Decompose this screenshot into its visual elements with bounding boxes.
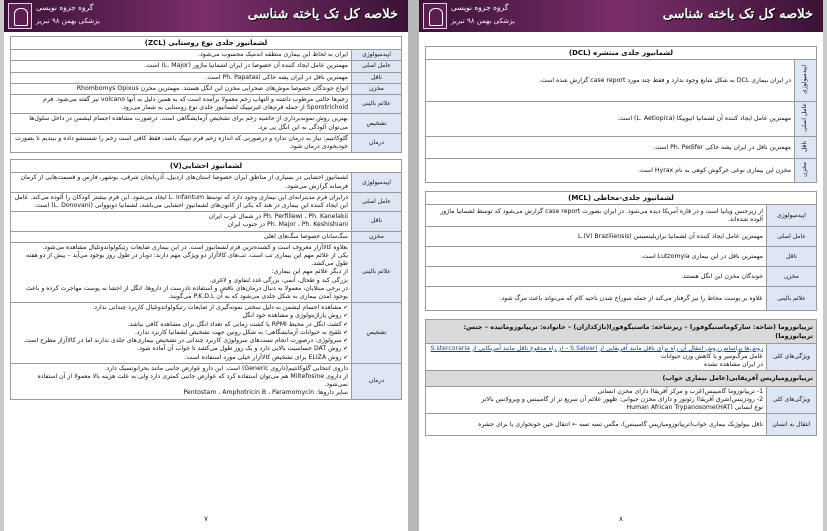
row-label: علائم بالینی (767, 287, 817, 311)
check-item: ✔ روش DAT حساسیت بالایی دارد و یک روز طول می‌کشد تا جواب آن آماده شود. (14, 345, 348, 353)
table-row (11, 72, 402, 83)
row-label: اپیدمیولوژی (352, 173, 402, 192)
vl-title: لشمانیوز احشایی(V) (11, 160, 402, 173)
table-row (426, 159, 817, 183)
table-row (426, 287, 817, 311)
text-line: Ph. Major ، Ph. Keshishiani در جنوب ایران (227, 221, 348, 229)
check-item: ✔ کشت انگل در محیط RPMI یا کشت زمانی که تعداد انگل برای مشاهده کافی نباشد. (14, 321, 348, 329)
row-text: مهمترین عامل ایجاد کننده آن لشمانیا برازیلینسیس (L.(V) Braziliensis (426, 227, 767, 247)
row-text: مهمترین عامل ایجاد کننده آن لشمانیا اتیوپیکا (L. Aetiopica) است. (426, 102, 795, 137)
row-text: مخزن این بیماری نوعی خرگوش کوهی به نام Hyrax است. (426, 159, 795, 183)
group-name: گروه جزوه نویسی (36, 3, 94, 12)
row-text: سگ‌سانان خصوصا سگ‌های اهلی (11, 231, 352, 242)
text-line: در برخی مبتلایان، معمولا به دنبال درمان‌های ناقص و استفاده نادرست از داروها، انگل از احشا به پوست مهاجرت کرده و باعث بوجود آمدن بیماری به شکل جلدی می‌شود که به آن P.K.D.L می‌گویند. (26, 284, 348, 301)
row-label: ویژگی‌های کلی (767, 386, 817, 414)
table-row (426, 60, 817, 102)
row-text: جوندگان مخزن این انگل هستند. (426, 267, 767, 287)
row-label (795, 102, 817, 137)
check-item: ✔ روش پاراژیتولوژی و مشاهده خود انگل (14, 312, 348, 320)
table-row (11, 50, 402, 61)
check-item: ✔ مشاهده اجسام لیشمن به دلیل سختی نمونه‌گیری از ضایعات رتیکولواندوتلیال کاربرد چندانی ندارد. (14, 304, 348, 312)
row-label: اپیدمیولوژی (767, 205, 817, 227)
zcl-table (10, 36, 402, 153)
page-title: خلاصه کل تک یاخته شناسی (662, 7, 813, 22)
text-line: نوع انسانی (HAT)Human African Trypanosome (626, 404, 763, 412)
table-row (426, 267, 817, 287)
check-item: ✔ تلقیح به حیوانات آزمایشگاهی؛ به شکل روتین جهت تشخیص لشمانیا کاربرد ندارد. (14, 329, 348, 337)
row-label: عامل اصلی (352, 192, 402, 211)
row-label: ویژگی‌های کلی (767, 343, 817, 371)
check-item: ✔ سرولوژی: درصورت انجام تست‌های سرولوژی کاربرد چندانی در تشخیص بیماری‌های جلدی ندارند اما در کالاآزار مطرح است. (14, 337, 348, 345)
table-row (11, 95, 402, 114)
row-label-text: اپیدمیولوژی (801, 64, 809, 94)
text-line: Ph. Perfiliewi ، Ph. Kanelakii در شمال غرب ایران (208, 213, 348, 221)
row-text: درایران فرم مدیترانه‌ای این بیماری وجود دارد که توسط L. Infantum ایجاد می‌شود. این فرم بیشتر کودکان را آلوده می‌کند. عامل این ایجاد کننده این بیماری در هند که یکی از کانون‌های لشمانیوز احشایی می‌باشد، لشمانیا دونووانی (L. Donovani) است. (11, 192, 352, 211)
row-text (426, 386, 767, 414)
dcl-table (425, 46, 817, 183)
table-row (11, 363, 402, 399)
check-item: ✔ روش ELIZA برای تشخیص کالاآزار خیلی مورد استفاده است. (14, 354, 348, 362)
row-text: علاوه بر پوست مخاط را نیز گرفتار می‌کند از جمله سوراخ شدن ناحیه کام که می‌تواند باعث مرگ شود. (426, 287, 767, 311)
table-row (426, 205, 817, 227)
row-text (11, 212, 352, 231)
table-row (11, 83, 402, 94)
page-header (4, 0, 408, 32)
row-label: علائم بالینی (352, 95, 402, 114)
row-text: ایران به لحاظ این بیماری منطقه اندمیک محسوب می‌شود. (11, 50, 352, 61)
row-text: در ایران بیماری DCL به شکل شایع وجود ندارد و فقط چند مورد case report گزارش شده است. (426, 60, 795, 102)
table-row (426, 227, 817, 247)
zcl-title: لشمانیوز جلدی نوع روستایی (ZCL) (11, 37, 402, 50)
dcl-title: لشمانیوز جلدی منتشره (DCL) (426, 47, 817, 60)
row-text: زخم‌ها حالتی مرطوب داشته و التهاب زخم معمولا برآمده است که به همین دلیل به آنها volcano نیز گفته می‌شود. فرم Sporotrichoid از جمله فرم‌های غیرتیپیک لشمانیوز جلدی نوع روستایی به شمار می‌رود. (11, 95, 352, 114)
trypano-table (425, 319, 817, 436)
text-line: بعلاوه کالاآزار معروف است و کشنده‌ترین فرم لشمانیوز است. در این بیماری ضایعات رتیکولواندوتلیال مشاهده می‌شود. (42, 243, 348, 251)
row-label (795, 137, 817, 159)
mcl-table (425, 191, 817, 311)
table-row (426, 137, 817, 159)
row-text: لشمانیوز احشایی در بسیاری از مناطق ایران خصوصا استان‌های اردبیل، آذربایجان شرقی، بوشهر، فارس و قسمت‌هایی از کرمان فرسانه گزارش می‌شود. (11, 173, 352, 192)
table-row (11, 242, 402, 302)
row-label-text: مخزن (801, 161, 809, 177)
page-number: ۷ (204, 515, 208, 523)
row-text: ناقل بیولوژیک بیماری خواب(تریپانوزومیازیس گامبینس)، مگس تسه تسه ← انتقال حین خونخواری یا برای جشره (426, 414, 767, 436)
row-label: انتقال به انسان (767, 414, 817, 436)
row-label: عامل اصلی (767, 227, 817, 247)
table-row (11, 303, 402, 363)
row-label: علائم بالینی (352, 242, 402, 302)
table-row (11, 114, 402, 133)
row-text (11, 242, 352, 302)
group-name: گروه جزوه نویسی (451, 3, 509, 12)
row-text: مهمترین ناقل در ایران پشه خاکی Ph. Papatasi است. (11, 72, 352, 83)
page-header (419, 0, 823, 32)
row-label: درمان (352, 363, 402, 399)
row-label: ناقل (352, 72, 402, 83)
row-text: از زیرجنس ویانیا است و در قاره آمریکا دیده می‌شود. در ایران بصورت case report گزارش می‌شود که توسط لشمانیا ماژور آلوده شده‌اند. (426, 205, 767, 227)
table-row (11, 61, 402, 72)
text-line: 2- رودزینس(شرق آفریقا) رئوتور و دارای مخزن حیوانی: ظهور علائم آن سریع تر از گامبینس و ویرولانس بالاتر (481, 395, 763, 403)
row-text (426, 343, 767, 371)
table-row (11, 192, 402, 211)
row-label: تشخیص (352, 303, 402, 363)
text-line: روش‌ها براساس روش انتقال آن راه برای ناقل مانند آفریقایی از S.Salvari – از راه مدفوع ناقل مانند آمریکایی از S.stercoraria (430, 344, 763, 352)
page-gutter (408, 0, 419, 531)
row-text: مهمترین ناقل در این بیماری Lutzomyia است. (426, 247, 767, 267)
page-title: خلاصه کل تک یاخته شناسی (247, 7, 398, 22)
text-line: یکی از علائم مهم این بیماری تب است. تب‌های کالاآزار دو ویژگی مهم دارند: دوبار در طول روز بوجود می‌آید – بیش از دو هفته طول می‌کشد. (26, 252, 348, 268)
group-subtitle: پزشکی بهمن ۹۸ تبریز (36, 17, 100, 25)
row-label: تشخیص (352, 114, 402, 133)
row-label-text: ناقل (801, 140, 809, 152)
row-label: ناقل (352, 212, 402, 231)
table-row (426, 247, 817, 267)
table-row (11, 133, 402, 152)
group-subtitle: پزشکی بهمن ۹۸ تبریز (451, 17, 515, 25)
page-8 (419, 0, 823, 531)
table-row (11, 212, 402, 231)
page-content (425, 46, 817, 442)
row-text: انواع جوندگان خصوصا موش‌های صحرایی مخزن این انگل هستند. مهمترین مخزن Rhombomys Opixus (11, 83, 352, 94)
page-content (10, 36, 402, 406)
table-row (426, 386, 817, 414)
row-label (795, 60, 817, 102)
table-row (11, 173, 402, 192)
row-label: درمان (352, 133, 402, 152)
row-text: بهترین روش نمونه‌برداری از حاشیه زخم برای تشخیص آزمایشگاهی است. درصورت مشاهده اجسام لیشمن در داخل سلول‌ها می‌توان آلودگی به این انگل پی برد. (11, 114, 352, 133)
table-row (426, 414, 817, 436)
row-label-text: عامل اصلی (801, 103, 809, 133)
text-line: در ایران مشاهده نشده (704, 361, 763, 369)
text-line: سایر داروها: Pentostam ، Amphotricin B ، Paramomycin (183, 389, 348, 397)
row-label: اپیدمیولوژی (352, 50, 402, 61)
text-line: بزرگی کبد و طحال، آنمی، بزرگی غدد لنفاوی و لاغری. (209, 276, 348, 284)
row-label: ناقل (767, 247, 817, 267)
table-row (426, 343, 817, 371)
row-text (11, 303, 352, 363)
logo-icon (8, 3, 32, 29)
row-label: مخزن (767, 267, 817, 287)
mcl-title: لشمانیوز جلدی-مخاطی (MCL) (426, 192, 817, 205)
african-heading: تریپانوزومیازیس آفریقایی(عامل بیماری خواب) (426, 371, 817, 386)
text-line: عامل مرگ‌ومیر و یا کاهش وزن حیوانات (660, 353, 763, 361)
row-label: مخزن (352, 83, 402, 94)
text-line: داروی انتخابی گلوکانتیم(داروی Generic) است. این دارو عوارض جانبی مانند بحرانوتسیک دارد. (104, 364, 348, 372)
text-line: از دیگر علائم مهم این بیماری: (271, 268, 348, 276)
page-number: ۸ (619, 515, 623, 523)
row-text (11, 363, 352, 399)
logo-icon (423, 3, 447, 29)
row-label (795, 159, 817, 183)
row-text: مهمترین عامل ایجاد کننده آن خصوصا در ایران لشمانیا ماژور (L. Major) است. (11, 61, 352, 72)
page-7 (4, 0, 408, 531)
row-label: عامل اصلی (352, 61, 402, 72)
row-text: گلوکانتیم: نیاز به درمان ندارد و درصورتی که اندازه زخم فرم تیپیک باشد، فقط کافی است زخم را شستشو داده و ببندیم تا بصورت خودبخودی درمان شود. (11, 133, 352, 152)
vl-table (10, 159, 402, 399)
row-label: مخزن (352, 231, 402, 242)
trypano-heading: تریپانوزوما (شاخه: سارکوماستیگوفورا – زیرشاخه: ماستیگوفورا(تاژکداران) – خانواده: تریپانوزوماتیده – جنس: تریپانوزوما) (426, 320, 817, 343)
text-line: 1- تریپانوزوما گامبینس(غرب و مرکز آفریقا) دارای مخزن انسانی (597, 387, 763, 395)
text-line: از داروی Miltefosine هم می‌توان استفاده کرد که عوارض جانبی کمتری دارد ولی به علت هزینه بالا معمولا از آن استفاده نمی‌شود. (37, 372, 348, 389)
table-row (11, 231, 402, 242)
row-text: مهمترین ناقل در ایران پشه خاکی Ph. Pedifer است. (426, 137, 795, 159)
table-row (426, 102, 817, 137)
